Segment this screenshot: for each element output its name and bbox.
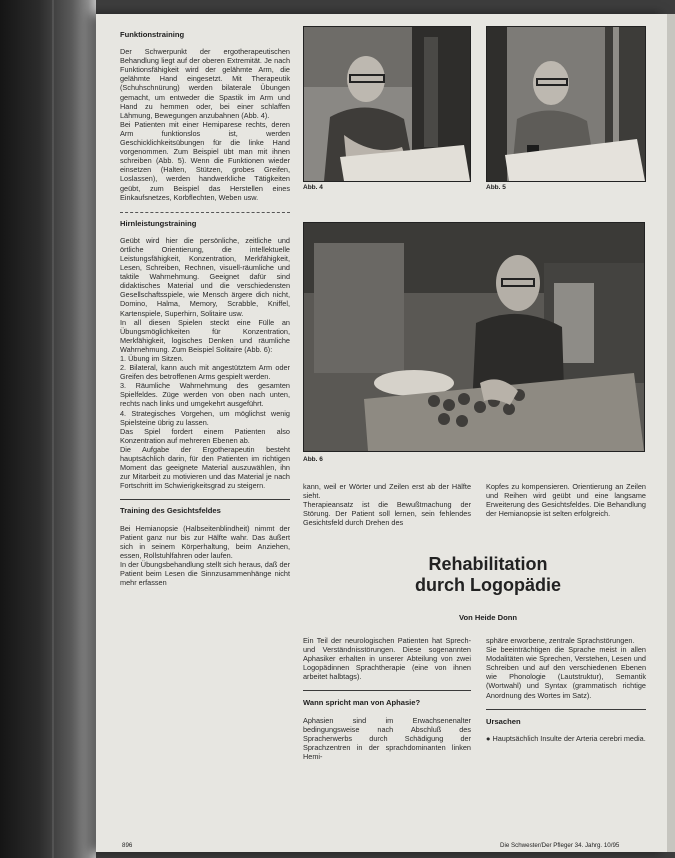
bullet-icon: ●	[486, 733, 493, 743]
paragraph: sphäre erworbene, zentrale Sprachstörungen.	[486, 636, 635, 645]
paragraph: Die Aufgabe der Ergotherapeutin besteht hauptsächlich darin, für den Patienten im richtigen Moment das geeignete Material auszuwählen, ihn zur Mitarbeit zu motivieren und das Material je nach Fortschritt im Schwierigkeitsgrad zu steigern.	[120, 444, 290, 491]
left-column	[120, 30, 290, 587]
page-edge	[667, 14, 675, 852]
photo-abb5	[486, 26, 646, 182]
separator-line	[120, 212, 290, 213]
article-title: Rehabilitation durch Logopädie	[415, 554, 561, 595]
paragraph: kann, weil er Wörter und Zeilen erst ab der Hälfte sieht.	[303, 482, 471, 501]
paragraph: Kopfes zu kompensieren. Orientierung an Zeilen und Reihen wird geübt und eine langsame Erweiterung des Gesichtsfeldes. Die Behandlung der Hemianopsie ist selten erfolgreich.	[486, 482, 646, 519]
paragraph: Sie beeinträchtigen die Sprache meist in allen Modalitäten wie Sprechen, Verstehen, Lesen und Schreiben und auf den verschiedenen Ebenen wie Phonologie (Lautstruktur), Semantik (Wortwahl) und Syntax (grammatisch richtige Anordnung des Wortes im Satz).	[486, 645, 646, 700]
list-item: ● Hauptsächlich Insulte der Arteria cerebri media.	[486, 733, 646, 743]
right-column-top	[486, 482, 646, 518]
paragraph: Bei Hemianopsie (Halbseitenblindheit) nimmt der Patient ganz nur bis zur Hälfte wahr. Das äußert sich in seinem Körperhaltung, beim Anziehen, essen, Rollstuhlfahren oder laufen.	[120, 523, 290, 560]
list-item: 4. Strategisches Vorgehen, um möglichst wenig Spielsteine übrig zu lassen.	[120, 408, 290, 427]
book-spine	[0, 0, 96, 858]
article-author: Von Heide Donn	[458, 613, 518, 622]
paragraph: Der Schwerpunkt der ergotherapeutischen Behandlung liegt auf der oberen Extremität. Je nach Funktionsfähigkeit wird der gelähmte Arm, die gelähmte Hand eingesetzt. Mit Therapeutik (Schuhschnürung) werden bilaterale Übungen gemacht, um entweder die Spastik im Arm und Hand zu hemmen oder, bei einer schlaffen Lähmung, Bewegungen anzubahnen (Abb. 4).	[120, 47, 290, 120]
paragraph: Aphasien sind im Erwachsenenalter bedingungsweise nach Abschluß des Spracherwerbs durch Schädigung der Sprachzentren in der sprachdominanten linken Hemi-	[303, 715, 471, 761]
photo-man-playing-solitaire	[304, 223, 644, 451]
heading-ursachen: Ursachen	[486, 716, 521, 726]
photo-man-writing-bilateral	[304, 27, 470, 181]
paragraph: Geübt wird hier die persönliche, zeitliche und örtliche Orientierung, die intellektuelle Leistungsfähigkeit, Konzentration, Merkfähigkeit, Lesen, Schreiben, Rechnen, visuell-räumliche und taktile Wahrnehmung. Geeignet dafür sind didaktisches Material und die verschiedensten Gesellschaftsspiele, wie Mensch ärgere dich nicht, Domino, Halma, Memory, Scrabble, Kniffel, Kartenspiele, Superhirn, Solitaire usw.	[120, 235, 290, 318]
list-item: 3. Räumliche Wahrnehmung des gesamten Spielfeldes. Züge werden von oben nach unten, rechts nach links und umgekehrt ausgeführt.	[120, 381, 290, 409]
page-number: 896	[122, 842, 133, 849]
heading-aphasie: Wann spricht man von Aphasie?	[303, 698, 421, 708]
paragraph: In der Übungsbehandlung stellt sich heraus, daß der Patient beim Lesen die Sinnzusammenhänge nicht mehr erfassen	[120, 559, 290, 588]
paragraph: Bei Patienten mit einer Hemiparese rechts, deren Arm funktionslos ist, werden Geschicklichkeitsübungen für die linke Hand vorgenommen. Zum Beispiel übt man mit ihnen schreiben (Abb. 5). Wenn die Funktionen wieder einsetzen (Halten, Stützen, grobes Greifen, Loslassen), werden handwerkliche Tätigkeiten geübt, zum Beispiel das Herstellen eines Einkaufsnetzes, Korbflechten, Weben usw.	[120, 119, 290, 202]
list-item: 1. Übung im Sitzen.	[120, 354, 184, 363]
article-middle-column	[303, 636, 471, 761]
photo-abb6	[303, 222, 645, 452]
heading-hirnleistungstraining: Hirnleistungstraining	[120, 218, 197, 228]
paragraph: In all diesen Spielen steckt eine Fülle an Übungsmöglichkeiten für Konzentration, Merkfähigkeit, logisches Denken und räumliche Wahrnehmung. Zum Beispiel Solitaire (Abb. 6):	[120, 317, 290, 354]
section-rule	[120, 499, 290, 500]
journal-footer: Die Schwester/Der Pfleger 34. Jahrg. 10/95	[500, 842, 620, 849]
article-right-column	[486, 636, 646, 743]
caption-abb4: Abb. 4	[303, 184, 323, 191]
heading-gesichtsfeld: Training des Gesichtsfeldes	[120, 506, 221, 516]
caption-abb6: Abb. 6	[303, 456, 323, 463]
paragraph: Das Spiel fordert einem Patienten also Konzentration auf mehreren Ebenen ab.	[120, 426, 290, 445]
paragraph: Therapieansatz ist die Bewußtmachung der Störung. Der Patient soll lernen, sein fehlendes Gesichtsfeld durch Drehen des	[303, 500, 471, 528]
list-item: 2. Bilateral, kann auch mit angestütztem Arm oder Greifen des betroffenen Arms gespielt werden.	[120, 363, 290, 382]
article-intro: Ein Teil der neurologischen Patienten hat Sprech- und Verständnisstörungen. Diese sogenannten Aphasiker erhalten in unserer Abteilung von zwei Logopädinnen Sprachtherapie (eine von ihnen arbeitet halbtags).	[303, 636, 471, 682]
photo-abb4	[303, 26, 471, 182]
section-rule	[486, 709, 646, 710]
heading-funktionstraining: Funktionstraining	[120, 30, 185, 39]
middle-column-top	[303, 482, 471, 527]
caption-abb5: Abb. 5	[486, 184, 506, 191]
section-rule	[303, 690, 471, 691]
photo-man-writing-left-hand	[487, 27, 645, 181]
